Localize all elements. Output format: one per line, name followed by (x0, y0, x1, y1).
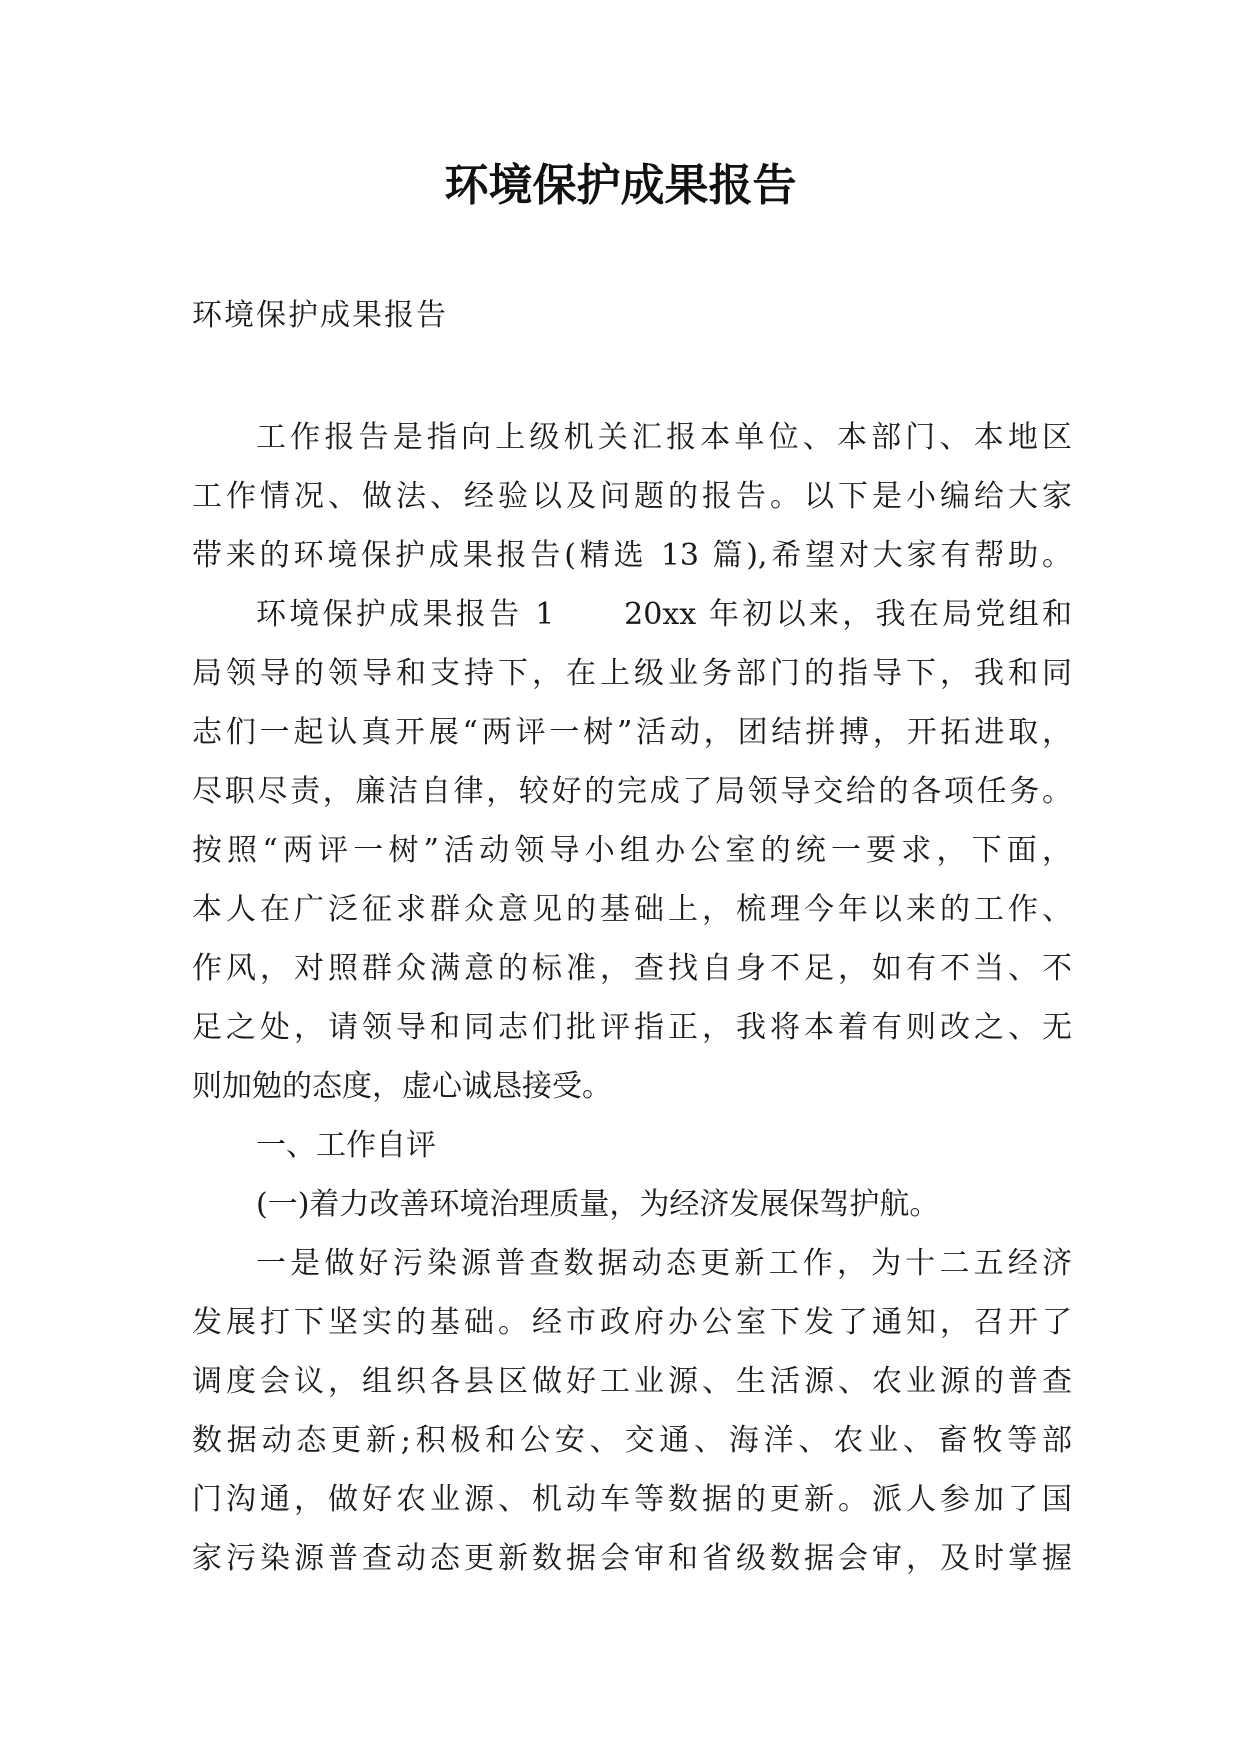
body-line: 志们一起认真开展“两评一树”活动，团结拼搏，开拓进取， (192, 715, 1072, 750)
body-line: 发展打下坚实的基础。经市政府办公室下发了通知，召开了 (192, 1305, 1072, 1340)
body-line: 按照“两评一树”活动领导小组办公室的统一要求，下面， (192, 833, 1072, 868)
document-title: 环境保护成果报告 (444, 160, 797, 211)
body-line: 作风，对照群众满意的标准，查找自身不足，如有不当、不 (192, 951, 1072, 986)
body-line: 一是做好污染源普查数据动态更新工作，为十二五经济 (256, 1246, 1072, 1281)
body-line: 一、工作自评 (256, 1128, 436, 1163)
body-line: 门沟通，做好农业源、机动车等数据的更新。派人参加了国 (192, 1482, 1072, 1517)
body-line: 带来的环境保护成果报告(精选 13 篇),希望对大家有帮助。 (192, 538, 1072, 573)
body-line: 则加勉的态度，虚心诚恳接受。 (192, 1069, 612, 1104)
document-body (192, 408, 1072, 1588)
body-line: 家污染源普查动态更新数据会审和省级数据会审，及时掌握 (192, 1541, 1072, 1576)
body-line: 尽职尽责，廉洁自律，较好的完成了局领导交给的各项任务。 (192, 774, 1072, 809)
body-line: 本人在广泛征求群众意见的基础上，梳理今年以来的工作、 (192, 892, 1072, 927)
body-line: 工作情况、做法、经验以及问题的报告。以下是小编给大家 (192, 479, 1072, 514)
body-line: 环境保护成果报告 1 20xx 年初以来，我在局党组和 (256, 597, 1072, 632)
document-subtitle: 环境保护成果报告 (192, 298, 448, 333)
body-line: 工作报告是指向上级机关汇报本单位、本部门、本地区 (256, 420, 1072, 455)
body-line: 调度会议，组织各县区做好工业源、生活源、农业源的普查 (192, 1364, 1072, 1399)
body-line: (一)着力改善环境治理质量，为经济发展保驾护航。 (256, 1187, 940, 1222)
body-line: 数据动态更新;积极和公安、交通、海洋、农业、畜牧等部 (192, 1423, 1072, 1458)
body-line: 足之处，请领导和同志们批评指正，我将本着有则改之、无 (192, 1010, 1072, 1045)
body-line: 局领导的领导和支持下，在上级业务部门的指导下，我和同 (192, 656, 1072, 691)
